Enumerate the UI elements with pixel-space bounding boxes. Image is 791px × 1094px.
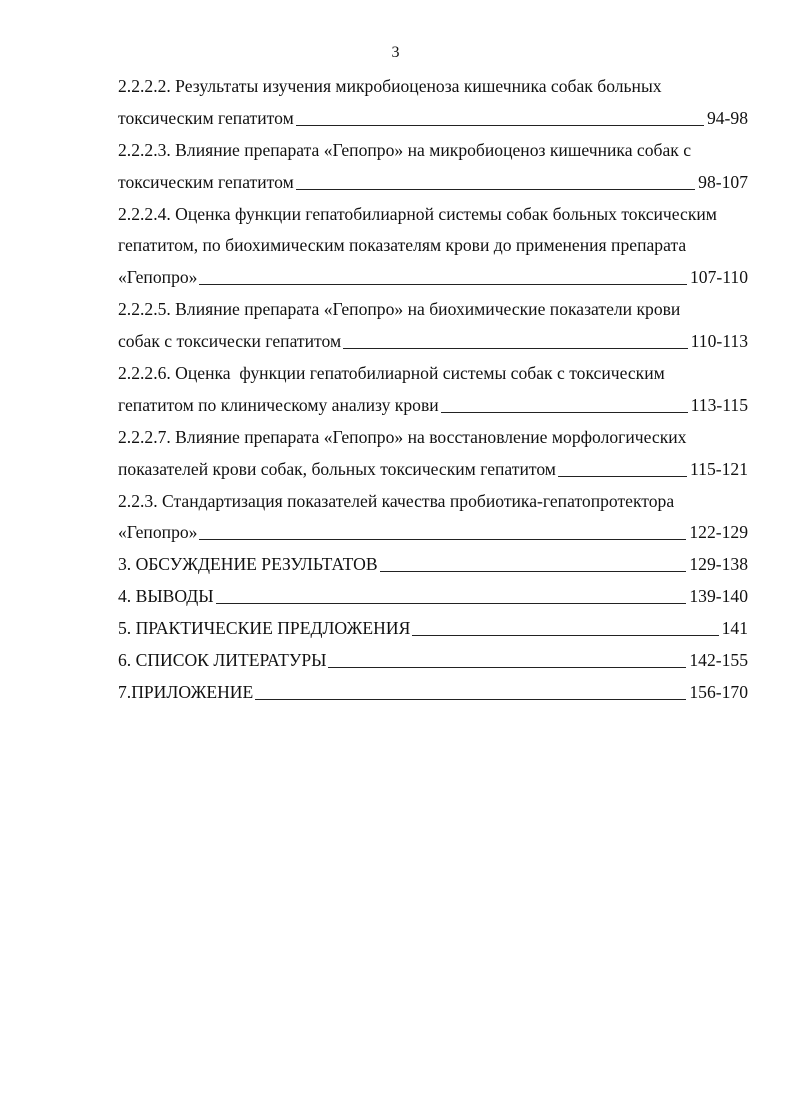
toc-line [118,581,748,613]
leader-line [558,476,687,477]
toc-entry-text: 2.2.2.6. Оценка функции гепатобилиарной системы собак с токсическим [118,363,665,384]
toc-entry-text: гепатитом по клиническому анализу крови [118,394,439,415]
toc-page-range: 107-110 [690,267,748,288]
toc-line [118,135,748,167]
toc-entry-text: 5. ПРАКТИЧЕСКИЕ ПРЕДЛОЖЕНИЯ [118,618,411,639]
toc-line [118,103,748,135]
toc-page-range: 129-138 [689,554,748,575]
leader-line [216,603,687,604]
toc-entry-text: токсическим гепатитом [118,107,294,128]
toc-line [118,230,748,262]
toc-entry [118,581,748,613]
leader-line [380,571,687,572]
toc-entry [118,486,748,550]
toc-line [118,262,748,294]
toc-entry-text: 7.ПРИЛОЖЕНИЕ [118,681,254,702]
toc-entry [118,358,748,422]
leader-line [296,125,704,126]
toc-entry-text: 4. ВЫВОДЫ [118,586,214,607]
toc-page-range: 98-107 [698,171,748,192]
toc-entry [118,294,748,358]
toc-entry-text: токсическим гепатитом [118,171,294,192]
toc-line [118,454,748,486]
toc-line [118,294,748,326]
toc-entry [118,613,748,645]
toc-line [118,422,748,454]
toc-page-range: 113-115 [690,394,748,415]
leader-line [328,667,686,668]
toc-line [118,549,748,581]
toc-entry [118,549,748,581]
leader-line [255,699,686,700]
toc-entry-text: собак с токсически гепатитом [118,331,342,352]
toc-line [118,486,748,518]
toc-entry-text: 6. СПИСОК ЛИТЕРАТУРЫ [118,650,327,671]
toc-page-range: 141 [721,618,748,639]
leader-line [441,412,688,413]
leader-line [199,539,686,540]
toc-line [118,677,748,709]
toc-line [118,326,748,358]
toc-entry-text: 2.2.3. Стандартизация показателей качества пробиотика-гепатопротектора [118,490,675,511]
toc-page-range: 122-129 [689,522,748,543]
toc-page-range: 139-140 [689,586,748,607]
toc-line [118,358,748,390]
toc-entry-text: гепатитом, по биохимическим показателям крови до применения препарата [118,235,687,256]
toc-line [118,390,748,422]
toc-page-range: 156-170 [689,681,748,702]
toc-entry-text: 2.2.2.2. Результаты изучения микробиоценоза кишечника собак больных [118,76,662,96]
leader-line [296,189,695,190]
toc-entry-text: 2.2.2.7. Влияние препарата «Гепопро» на восстановление морфологических [118,426,687,447]
leader-line [412,635,718,636]
leader-line [343,348,688,349]
toc-line [118,517,748,549]
toc-entry-text: показателей крови собак, больных токсическим гепатитом [118,458,556,479]
toc-entry [118,677,748,709]
toc-entry-text: «Гепопро» [118,522,198,543]
toc-page-range: 115-121 [690,458,748,479]
toc-page-range: 94-98 [706,107,748,128]
toc-line [118,71,748,103]
toc-line [118,613,748,645]
leader-line [199,284,687,285]
toc-entry [118,199,748,295]
page-number: 3 [391,44,400,61]
toc-entry-text: «Гепопро» [118,267,198,288]
toc-line [118,199,748,231]
toc-entry [118,71,748,135]
toc-entry-text: 3. ОБСУЖДЕНИЕ РЕЗУЛЬТАТОВ [118,554,378,575]
toc-entry-text: 2.2.2.5. Влияние препарата «Гепопро» на биохимические показатели крови [118,299,681,320]
toc-entry-text: 2.2.2.3. Влияние препарата «Гепопро» на микробиоценоз кишечника собак с [118,139,692,160]
table-of-contents [118,71,748,709]
toc-line [118,645,748,677]
toc-page-range: 142-155 [689,650,748,671]
toc-entry [118,645,748,677]
toc-entry-text: 2.2.2.4. Оценка функции гепатобилиарной системы собак больных токсическим [118,203,717,224]
toc-entry [118,135,748,199]
toc-page-range: 110-113 [690,331,748,352]
toc-line [118,167,748,199]
toc-entry [118,422,748,486]
